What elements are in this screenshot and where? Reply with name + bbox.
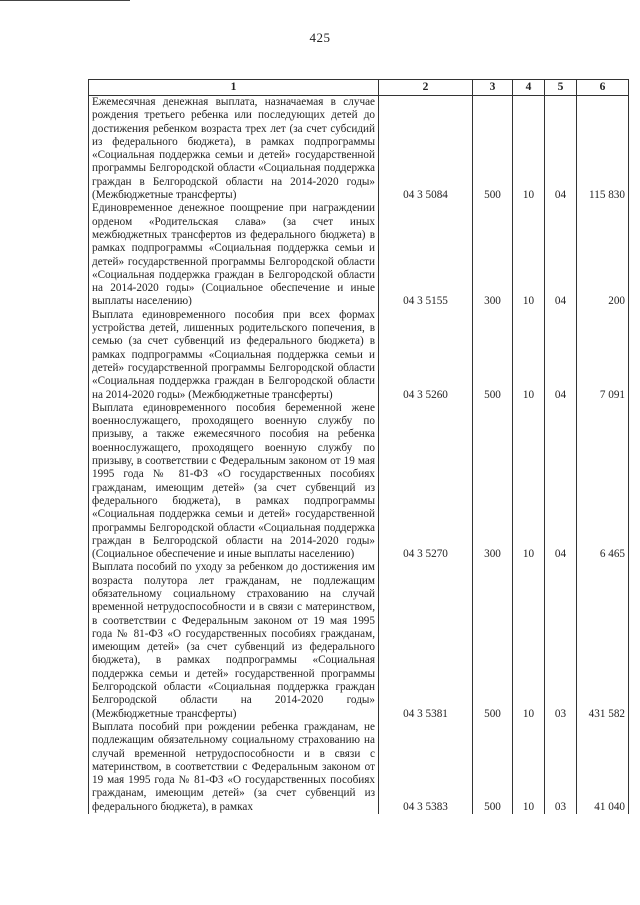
row-subsection: 04 [545, 96, 577, 203]
row-description: Выплата пособий по уходу за ребенком до достижения им возраста полутора лет гражданам, не подлежащим обязательному социальному страхованию на случай временной нетрудоспособности и в связи с материнством, в соответствии с Федеральным законом от 19 мая 1995 года № 81-ФЗ «О государственных пособиях гражданам, имеющим детей» (за счет субвенций из федерального бюджета), в рамках подпрограммы «Социальная поддержка семьи и детей» государственной программы Белгородской области «Социальная поддержка граждан Белгородской области на 2014-2020 годы» (Межбюджетные трансферты) [89, 561, 379, 721]
row-code: 04 3 5260 [379, 309, 473, 402]
column-header-amount: 6 [577, 80, 629, 96]
row-subsection: 04 [545, 202, 577, 308]
row-code: 04 3 5155 [379, 202, 473, 308]
table-header-row [89, 80, 629, 96]
table-row [89, 721, 629, 814]
row-expense-type: 300 [473, 402, 513, 562]
row-subsection: 04 [545, 309, 577, 402]
row-code: 04 3 5084 [379, 96, 473, 203]
row-amount: 41 040 [577, 721, 629, 814]
row-subsection: 03 [545, 721, 577, 814]
row-code: 04 3 5381 [379, 561, 473, 721]
row-amount: 115 830 [577, 96, 629, 203]
row-description: Единовременное денежное поощрение при награждении орденом «Родительская слава» (за счет иных межбюджетных трансфертов из федерального бюджета) в рамках подпрограммы «Социальная поддержка семьи и детей» государственной программы Белгородской области «Социальная поддержка граждан в Белгородской области на 2014-2020 годы» (Социальное обеспечение и иные выплаты населению) [89, 202, 379, 308]
row-description: Выплата единовременного пособия при всех формах устройства детей, лишенных родительского попечения, в семью (за счет субвенций из федерального бюджета) в рамках подпрограммы «Социальная поддержка семьи и детей» государственной программы Белгородской области «Социальная поддержка граждан в Белгородской области на 2014-2020 годы» (Межбюджетные трансферты) [89, 309, 379, 402]
row-amount: 6 465 [577, 402, 629, 562]
column-header-subsection: 5 [545, 80, 577, 96]
row-section: 10 [513, 202, 545, 308]
row-section: 10 [513, 309, 545, 402]
row-section: 10 [513, 721, 545, 814]
row-expense-type: 500 [473, 309, 513, 402]
column-header-description: 1 [89, 80, 379, 96]
table-row [89, 402, 629, 562]
row-amount: 200 [577, 202, 629, 308]
row-description: Выплата единовременного пособия беременной жене военнослужащего, проходящего военную службу по призыву, а также ежемесячного пособия на ребенка военнослужащего, проходящего военную службу по призыву, в соответствии с Федеральным законом от 19 мая 1995 года № 81-ФЗ «О государственных пособиях гражданам, имеющим детей» (за счет субвенций из федерального бюджета), в рамках подпрограммы «Социальная поддержка семьи и детей» государственной программы Белгородской области «Социальная поддержка граждан в Белгородской области на 2014-2020 годы» (Социальное обеспечение и иные выплаты населению) [89, 402, 379, 562]
row-expense-type: 300 [473, 202, 513, 308]
row-code: 04 3 5270 [379, 402, 473, 562]
row-subsection: 03 [545, 561, 577, 721]
table-row [89, 202, 629, 308]
row-amount: 7 091 [577, 309, 629, 402]
row-description: Выплата пособий при рождении ребенка гражданам, не подлежащим обязательному социальному страхованию на случай временной нетрудоспособности и в связи с материнством, в соответствии с Федеральным законом от 19 мая 1995 года № 81-ФЗ «О государственных пособиях гражданам, имеющим детей» (за счет субвенций из федерального бюджета), в рамках [89, 721, 379, 814]
row-description: Ежемесячная денежная выплата, назначаемая в случае рождения третьего ребенка или последующих детей до достижения ребенком возраста трех лет (за счет субсидий из федерального бюджета), в рамках подпрограммы «Социальная поддержка семьи и детей» государственной программы Белгородской области «Социальная поддержка граждан в Белгородской области на 2014-2020 годы» (Межбюджетные трансферты) [89, 96, 379, 203]
table-row [89, 561, 629, 721]
table-row [89, 96, 629, 203]
row-amount: 431 582 [577, 561, 629, 721]
row-subsection: 04 [545, 402, 577, 562]
column-header-expense-type: 3 [473, 80, 513, 96]
row-section: 10 [513, 402, 545, 562]
row-expense-type: 500 [473, 721, 513, 814]
row-section: 10 [513, 561, 545, 721]
column-header-section: 4 [513, 80, 545, 96]
column-header-target-article: 2 [379, 80, 473, 96]
page-number: 425 [309, 30, 331, 45]
scan-edge-line [0, 0, 130, 1]
row-expense-type: 500 [473, 96, 513, 203]
row-expense-type: 500 [473, 561, 513, 721]
row-section: 10 [513, 96, 545, 203]
budget-table [88, 79, 629, 814]
row-code: 04 3 5383 [379, 721, 473, 814]
table-row [89, 309, 629, 402]
